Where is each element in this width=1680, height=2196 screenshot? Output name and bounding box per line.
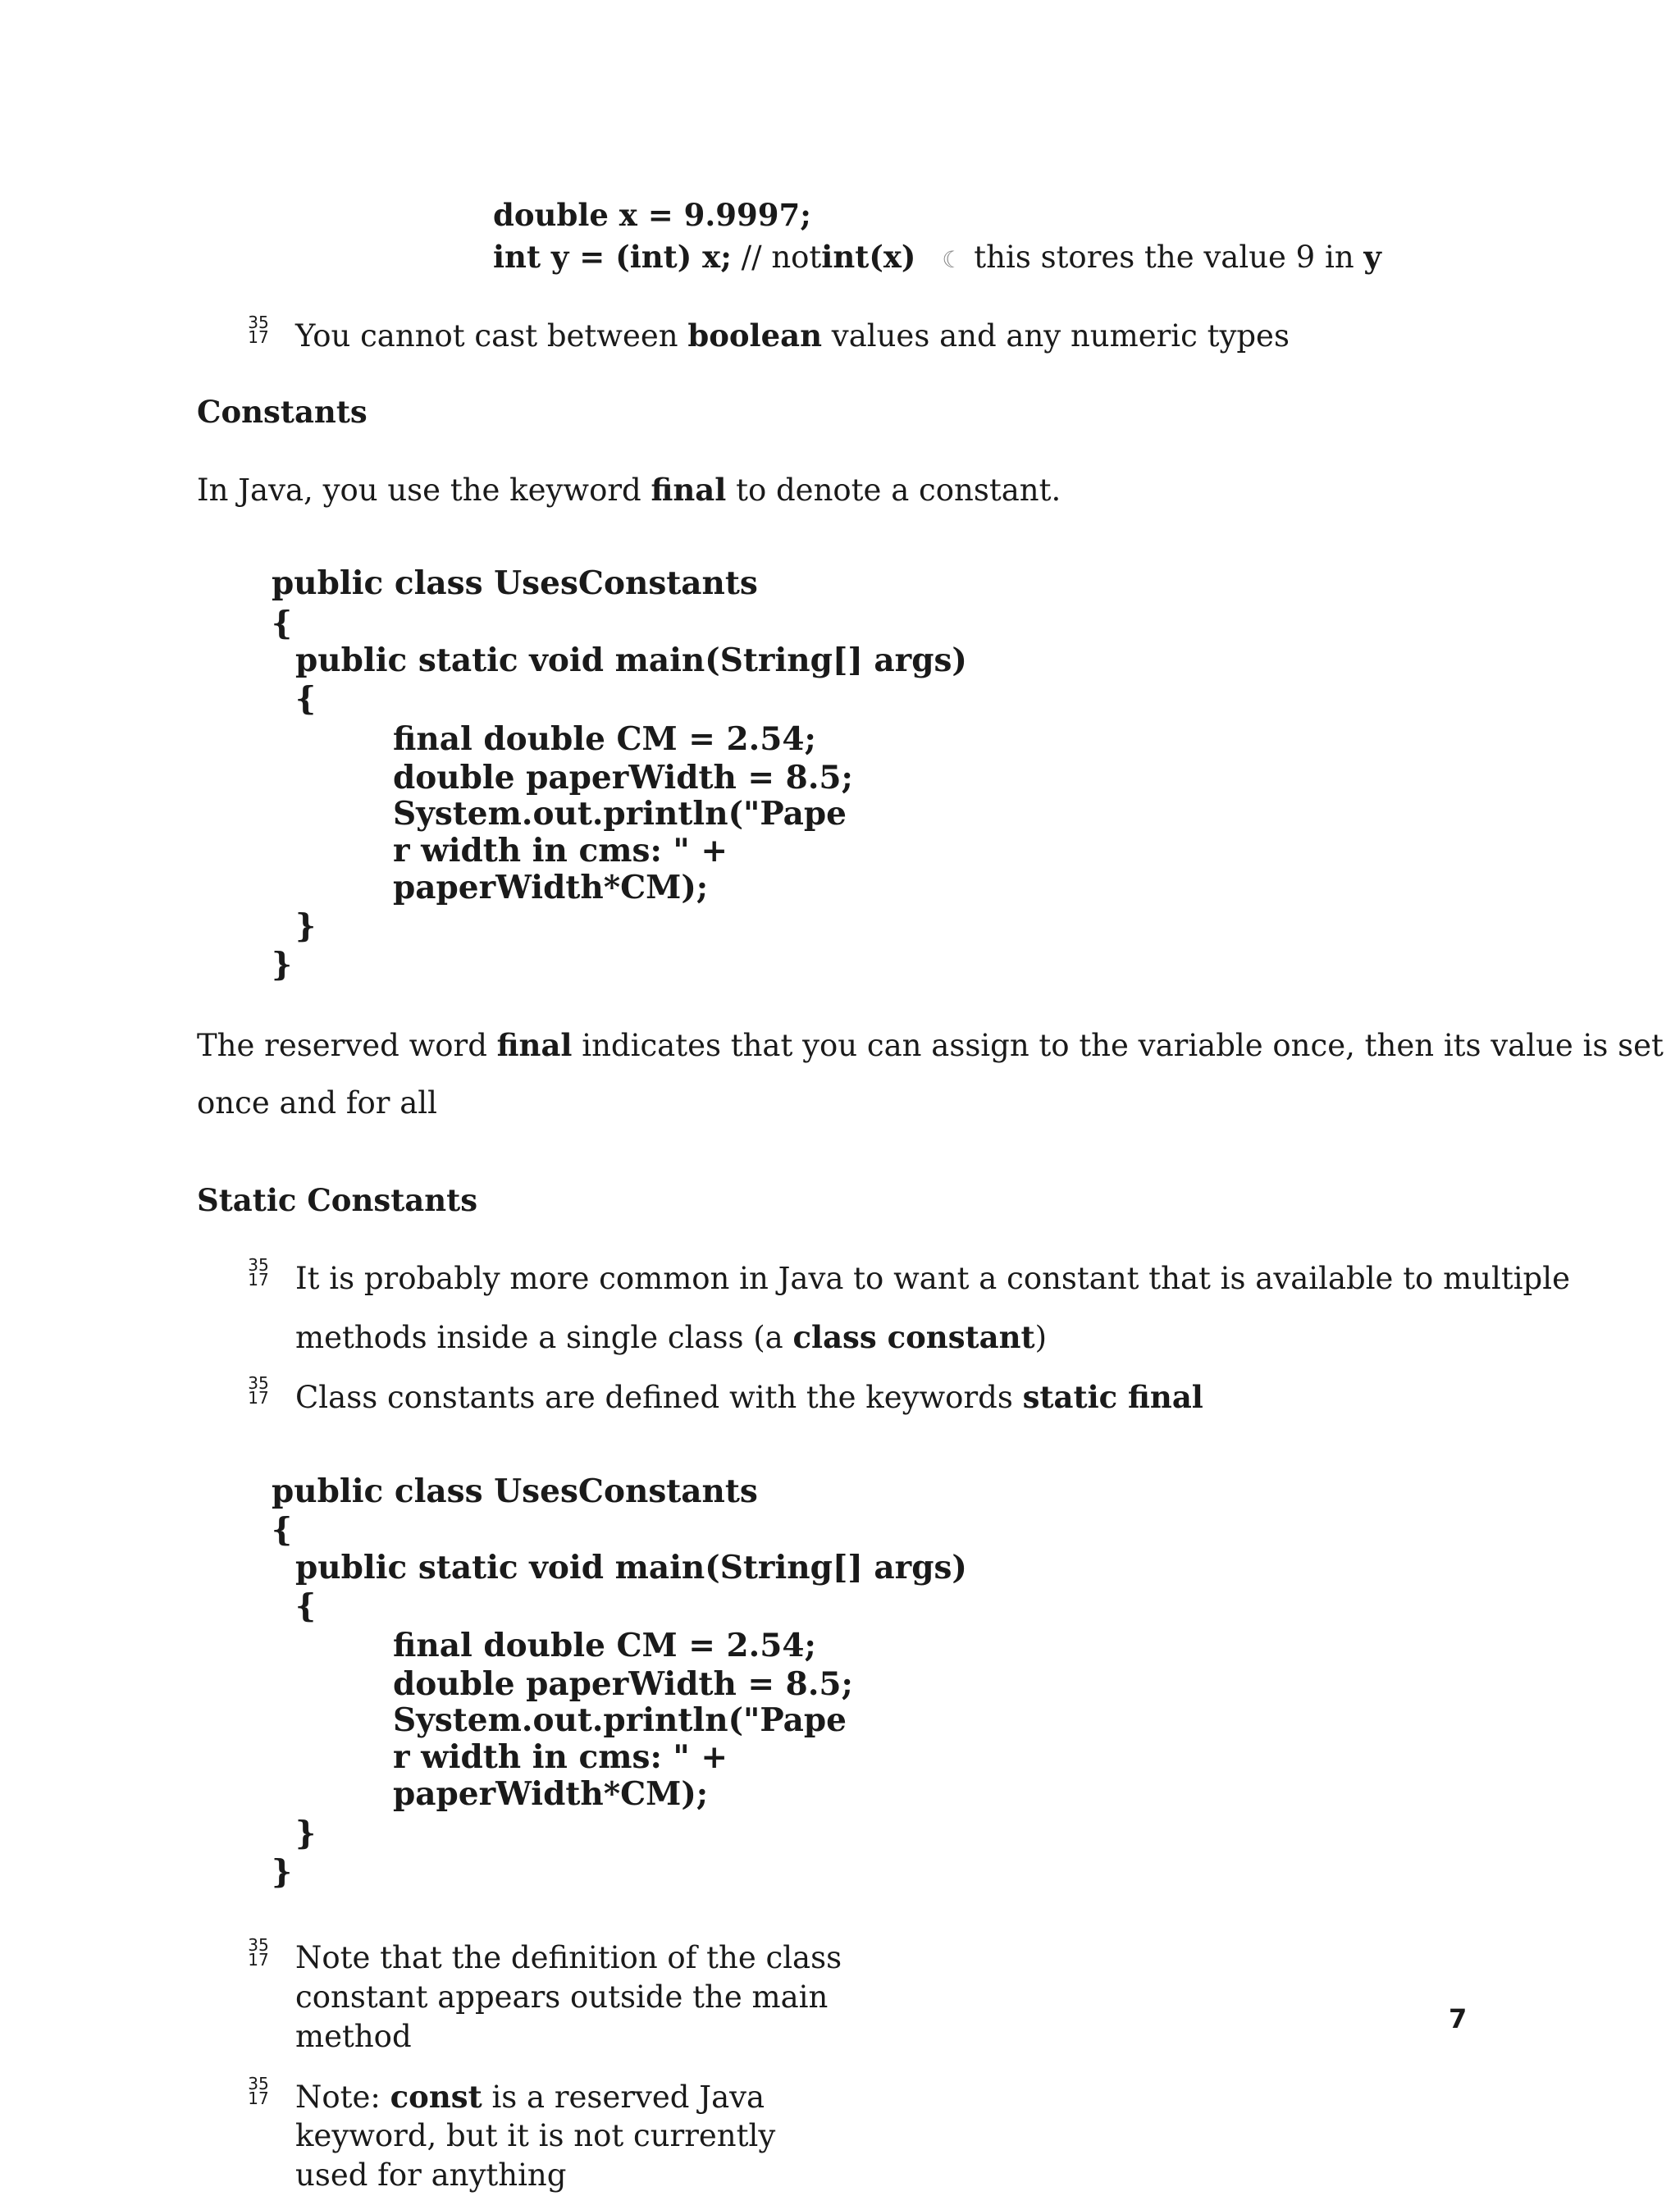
final-explanation-line-2: once and for all (197, 1085, 437, 1121)
final-explanation-line-1: The reserved word final indicates that you can assign to the variable once, then its value is set (197, 1027, 1664, 1063)
bullet-icon: 35 17 (248, 1255, 269, 1290)
static-bullet-1-line-2: methods inside a single class (a class constant) (295, 1319, 1048, 1355)
code-line: r width in cms: " + (393, 1738, 728, 1776)
code-line: double paperWidth = 8.5; (393, 759, 853, 797)
code-line: public class UsesConstants (272, 1472, 758, 1510)
bullet-icon: 35 17 (248, 313, 269, 347)
note-const-line-3: used for anything (295, 2157, 567, 2193)
cast-comment: // not (731, 240, 822, 275)
code-line: System.out.println("Pape (393, 1701, 847, 1739)
code-line: paperWidth*CM); (393, 1775, 709, 1813)
bullet-boolean: You cannot cast between boolean values and any numeric types (295, 317, 1290, 354)
code-line: r width in cms: " + (393, 832, 728, 870)
code-line: { (272, 605, 293, 642)
section-heading-static-constants: Static Constants (197, 1182, 478, 1218)
code-line: public static void main(String[] args) (295, 1549, 967, 1587)
code-line: public static void main(String[] args) (295, 641, 967, 679)
note-definition-line-2: constant appears outside the main (295, 1979, 829, 2015)
arrow-icon: ☾ (942, 246, 963, 273)
code-line: { (272, 1511, 293, 1549)
code-line: paperWidth*CM); (393, 869, 709, 906)
note-definition-line-1: Note that the definition of the class (295, 1940, 842, 1975)
code-line: } (295, 907, 317, 945)
code-line: { (295, 1587, 317, 1625)
code-line: } (272, 946, 293, 984)
cast-code-line-1: double x = 9.9997; (493, 197, 811, 233)
page-number: 7 (1449, 2003, 1468, 2034)
cast-code: int y = (int) x; (493, 239, 732, 275)
code-line: } (272, 1853, 293, 1891)
code-line: double paperWidth = 8.5; (393, 1665, 853, 1703)
code-line: { (295, 680, 317, 718)
section-heading-constants: Constants (197, 394, 368, 430)
cast-code-line-2 (493, 236, 1381, 281)
bullet-icon: 35 17 (248, 1935, 269, 1970)
code-line: } (295, 1815, 317, 1852)
bullet-icon: 35 17 (248, 1373, 269, 1408)
static-bullet-2: Class constants are defined with the keywords static final (295, 1379, 1203, 1415)
code-line: final double CM = 2.54; (393, 1627, 816, 1664)
cast-note: this stores the value 9 in (974, 240, 1364, 275)
code-line: public class UsesConstants (272, 564, 758, 602)
bullet-icon: 35 17 (248, 2074, 269, 2108)
cast-var: y (1363, 239, 1381, 275)
static-bullet-1-line-1: It is probably more common in Java to want a constant that is available to multiple (295, 1261, 1570, 1296)
constants-intro: In Java, you use the keyword final to denote a constant. (197, 472, 1061, 508)
note-definition-line-3: method (295, 2019, 412, 2054)
note-const-line-1: Note: const is a reserved Java (295, 2079, 765, 2115)
code-line: System.out.println("Pape (393, 795, 847, 833)
note-const-line-2: keyword, but it is not currently (295, 2118, 776, 2153)
code-line: final double CM = 2.54; (393, 720, 816, 758)
cast-code-2: int(x) (821, 239, 916, 275)
